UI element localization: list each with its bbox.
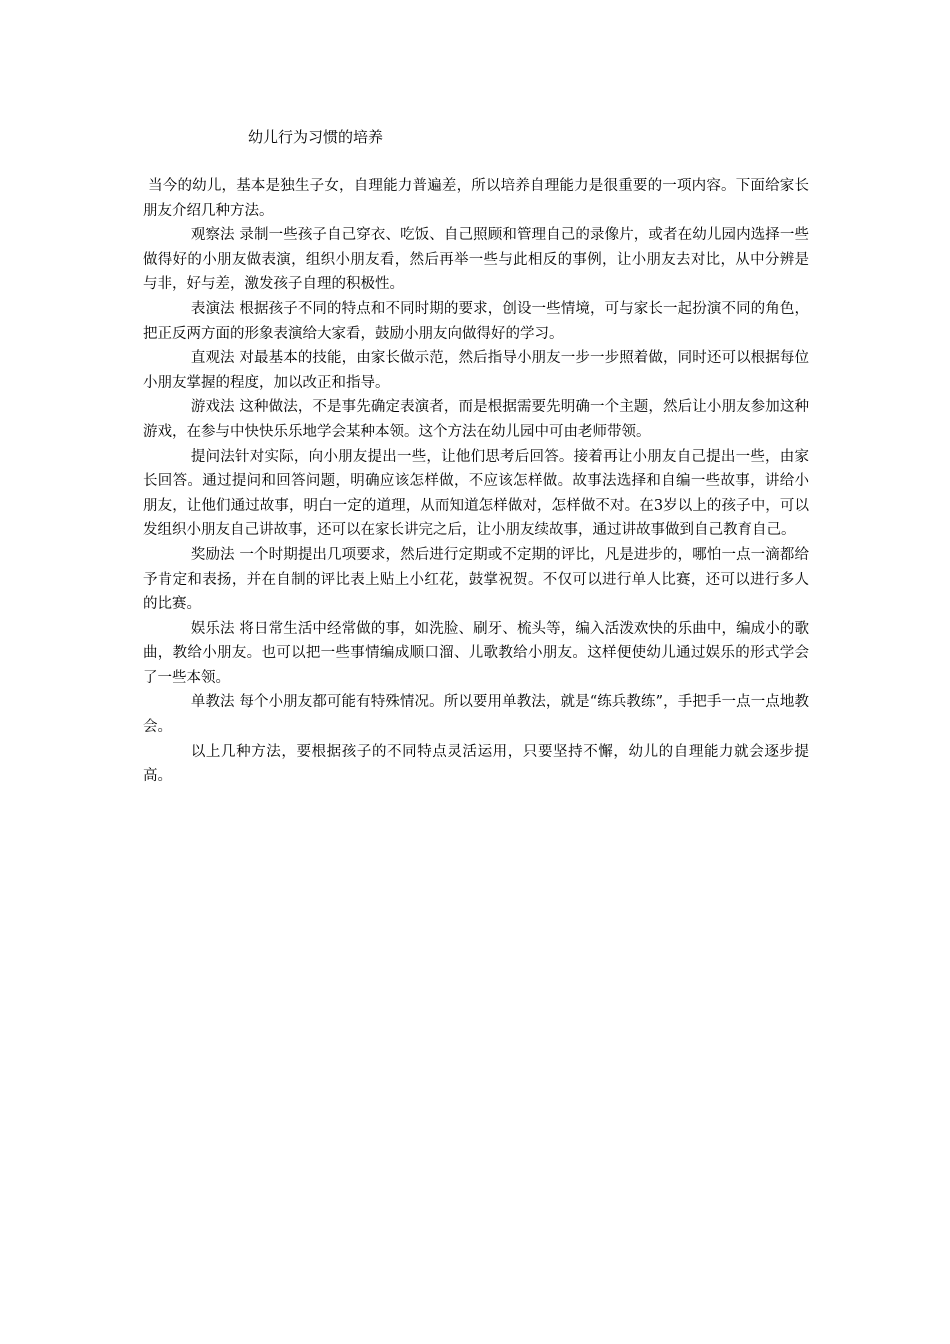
paragraph-intro: 当今的幼儿，基本是独生子女，自理能力普遍差，所以培养自理能力是很重要的一项内容。下面给家长朋友介绍几种方法。 [143, 178, 809, 219]
paragraph-entertainment-method: 娱乐法 将日常生活中经常做的事，如洗脸、刷牙、梳头等，编入活泼欢快的乐曲中，编成小的歌曲，教给小朋友。也可以把一些事情编成顺口溜、儿歌教给小朋友。这样便使幼儿通过娱乐的形式学会了一些本领。 [143, 620, 809, 686]
document-title: 幼儿行为习惯的培养 [248, 128, 384, 146]
paragraph-performance-method: 表演法 根据孩子不同的特点和不同时期的要求，创设一些情境，可与家长一起扮演不同的角色，把正反两方面的形象表演给大家看，鼓励小朋友向做得好的学习。 [143, 300, 809, 342]
paragraph-conclusion: 以上几种方法，要根据孩子的不同特点灵活运用，只要坚持不懈，幼儿的自理能力就会逐步提高。 [143, 743, 809, 785]
paragraph-reward-method: 奖励法 一个时期提出几项要求，然后进行定期或不定期的评比，凡是进步的，哪怕一点一滴都给予肯定和表扬，并在自制的评比表上贴上小红花，鼓掌祝贺。不仅可以进行单人比赛，还可以进行多人的比赛。 [143, 546, 809, 613]
document-body [143, 174, 809, 789]
paragraph-intuitive-method: 直观法 对最基本的技能，由家长做示范，然后指导小朋友一步一步照着做，同时还可以根据每位小朋友掌握的程度，加以改正和指导。 [143, 350, 809, 391]
paragraph-individual-method: 单教法 每个小朋友都可能有特殊情况。所以要用单教法，就是“练兵教练”，手把手一点一点地教会。 [143, 694, 809, 736]
paragraph-game-method: 游戏法 这种做法，不是事先确定表演者，而是根据需要先明确一个主题，然后让小朋友参加这种游戏，在参与中快快乐乐地学会某种本领。这个方法在幼儿园中可由老师带领。 [143, 399, 809, 440]
paragraph-observation-method: 观察法 录制一些孩子自己穿衣、吃饭、自己照顾和管理自己的录像片，或者在幼儿园内选择一些做得好的小朋友做表演，组织小朋友看，然后再举一些与此相反的事例，让小朋友去对比，从中分辨是与非，好与差，激发孩子自理的积极性。 [143, 227, 809, 293]
paragraph-question-story-method: 提问法针对实际，向小朋友提出一些，让他们思考后回答。接着再让小朋友自己提出一些，由家长回答。通过提问和回答问题，明确应该怎样做，不应该怎样做。故事法选择和自编一些故事，讲给小朋友，让他们通过故事，明白一定的道理，从而知道怎样做对，怎样做不对。在3岁以上的孩子中，可以发组织小朋友自己讲故事，还可以在家长讲完之后，让小朋友续故事，通过讲故事做到自己教育自己。 [143, 448, 809, 539]
